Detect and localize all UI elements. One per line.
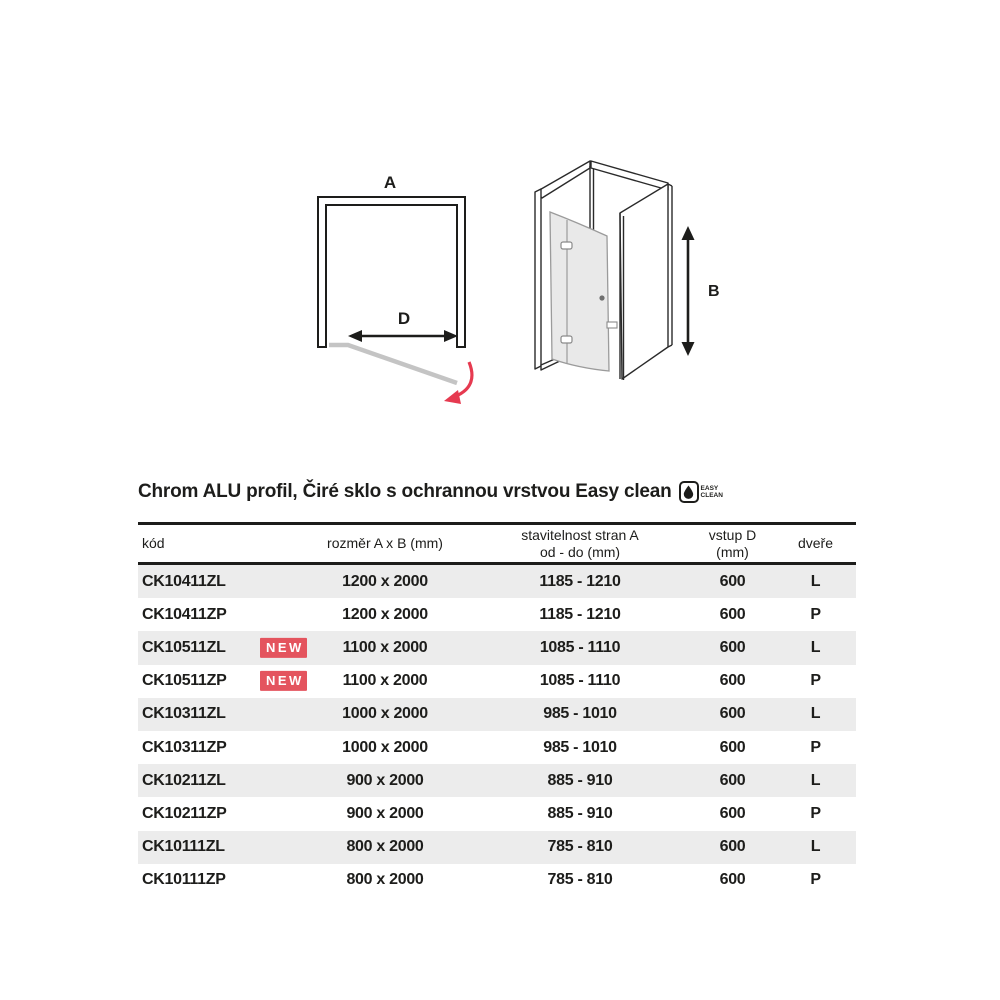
door-frame-outline [318, 197, 465, 347]
cell-range: 1085 - 1110 [539, 672, 621, 690]
cell-code [138, 631, 304, 664]
easy-clean-badge [679, 481, 723, 503]
top-left-rail [536, 161, 590, 198]
table-row [138, 698, 856, 731]
dimension-d-label: D [397, 309, 411, 328]
cell-code [138, 831, 300, 864]
cell-size: 900 x 2000 [346, 771, 424, 789]
isometric-view-diagram [510, 140, 740, 400]
cell-size: 1100 x 2000 [342, 638, 428, 656]
door-latch [607, 322, 617, 328]
door-swing-line [329, 345, 457, 383]
cell-door: L [810, 838, 821, 856]
cell-code [138, 797, 300, 830]
cell-range: 1185 - 1210 [539, 572, 621, 590]
new-badge: NEW [260, 671, 307, 691]
dimension-d-arrow [348, 330, 458, 342]
cell-door: P [810, 605, 821, 623]
table-row [138, 864, 856, 897]
cell-code [138, 731, 300, 764]
cell-range: 785 - 810 [547, 871, 613, 889]
cell-entry: 600 [719, 738, 746, 756]
cell-door: L [810, 771, 821, 789]
cell-size: 1200 x 2000 [342, 605, 428, 623]
table-row [138, 565, 856, 598]
new-badge: NEW [260, 638, 307, 658]
col-header-code: kód [142, 535, 165, 552]
cell-size: 800 x 2000 [346, 871, 424, 889]
cell-code [138, 764, 300, 797]
cell-entry: 600 [719, 771, 746, 789]
cell-entry: 600 [719, 638, 746, 656]
col-header-entry: vstup D (mm) [708, 527, 757, 560]
table-body [138, 565, 856, 897]
title-row [138, 481, 868, 503]
cell-code-text: CK10411ZL [142, 572, 226, 590]
col-header-adjustability: stavitelnost stran A od - do (mm) [521, 527, 639, 560]
easy-clean-droplet-icon [679, 481, 699, 503]
cell-code [138, 698, 300, 731]
front-view-diagram [300, 160, 480, 410]
col-header-size: rozměr A x B (mm) [327, 535, 443, 552]
cell-range: 885 - 910 [547, 804, 613, 822]
cell-door: L [810, 572, 821, 590]
door-hinge-bottom [561, 336, 572, 343]
col-header-door: dveře [797, 535, 834, 552]
cell-size: 1100 x 2000 [342, 672, 428, 690]
left-profile-post [535, 189, 541, 369]
table-row [138, 831, 856, 864]
door-knob [599, 295, 604, 300]
cell-range: 985 - 1010 [543, 705, 617, 723]
cell-code-text: CK10111ZL [142, 838, 225, 856]
cell-door: L [810, 638, 821, 656]
cell-code-text: CK10311ZP [142, 738, 227, 756]
cell-size: 1000 x 2000 [342, 705, 428, 723]
cell-size: 900 x 2000 [346, 804, 424, 822]
product-spec-table [138, 522, 856, 897]
cell-entry: 600 [719, 572, 746, 590]
cell-code-text: CK10511ZP [142, 672, 227, 690]
easy-clean-line1: EASY [700, 484, 719, 492]
dimension-a-label: A [383, 173, 397, 192]
cell-entry: 600 [719, 804, 746, 822]
cell-code-text: CK10111ZP [142, 871, 226, 889]
cell-range: 985 - 1010 [543, 738, 617, 756]
cell-range: 1085 - 1110 [539, 638, 621, 656]
cell-code-text: CK10411ZP [142, 605, 227, 623]
cell-entry: 600 [719, 871, 746, 889]
table-header-row [138, 522, 856, 565]
cell-door: P [810, 804, 821, 822]
table-row [138, 764, 856, 797]
cell-door: P [810, 672, 821, 690]
table-row [138, 797, 856, 830]
right-side-panel [620, 184, 668, 379]
cell-range: 785 - 810 [547, 838, 613, 856]
cell-size: 800 x 2000 [346, 838, 424, 856]
easy-clean-label [701, 485, 723, 499]
dimension-b-label: B [708, 283, 720, 300]
cell-code [138, 665, 304, 698]
cell-size: 1200 x 2000 [342, 572, 428, 590]
table-row [138, 598, 856, 631]
cell-entry: 600 [719, 705, 746, 723]
cell-code-text: CK10211ZP [142, 804, 227, 822]
cell-code-text: CK10211ZL [142, 771, 226, 789]
table-row [138, 665, 856, 698]
cell-code [138, 864, 300, 897]
page-title: Chrom ALU profil, Čiré sklo s ochrannou vrstvou Easy clean [138, 481, 672, 502]
glass-door-panel [550, 212, 609, 371]
back-right-rail [591, 161, 668, 190]
cell-code-text: CK10311ZL [142, 705, 226, 723]
dimension-b-arrow [682, 226, 695, 356]
cell-range: 885 - 910 [547, 771, 613, 789]
door-hinge-top [561, 242, 572, 249]
table-row [138, 731, 856, 764]
cell-entry: 600 [719, 838, 746, 856]
cell-size: 1000 x 2000 [342, 738, 428, 756]
cell-range: 1185 - 1210 [539, 605, 621, 623]
cell-code [138, 565, 300, 598]
cell-door: P [810, 871, 821, 889]
swing-direction-arrow-icon [444, 362, 472, 404]
cell-code-text: CK10511ZL [142, 638, 226, 656]
cell-code [138, 598, 300, 631]
easy-clean-line2: CLEAN [700, 492, 723, 499]
cell-door: P [810, 738, 821, 756]
cell-door: L [810, 705, 821, 723]
table-row [138, 631, 856, 664]
cell-entry: 600 [719, 605, 746, 623]
cell-entry: 600 [719, 672, 746, 690]
